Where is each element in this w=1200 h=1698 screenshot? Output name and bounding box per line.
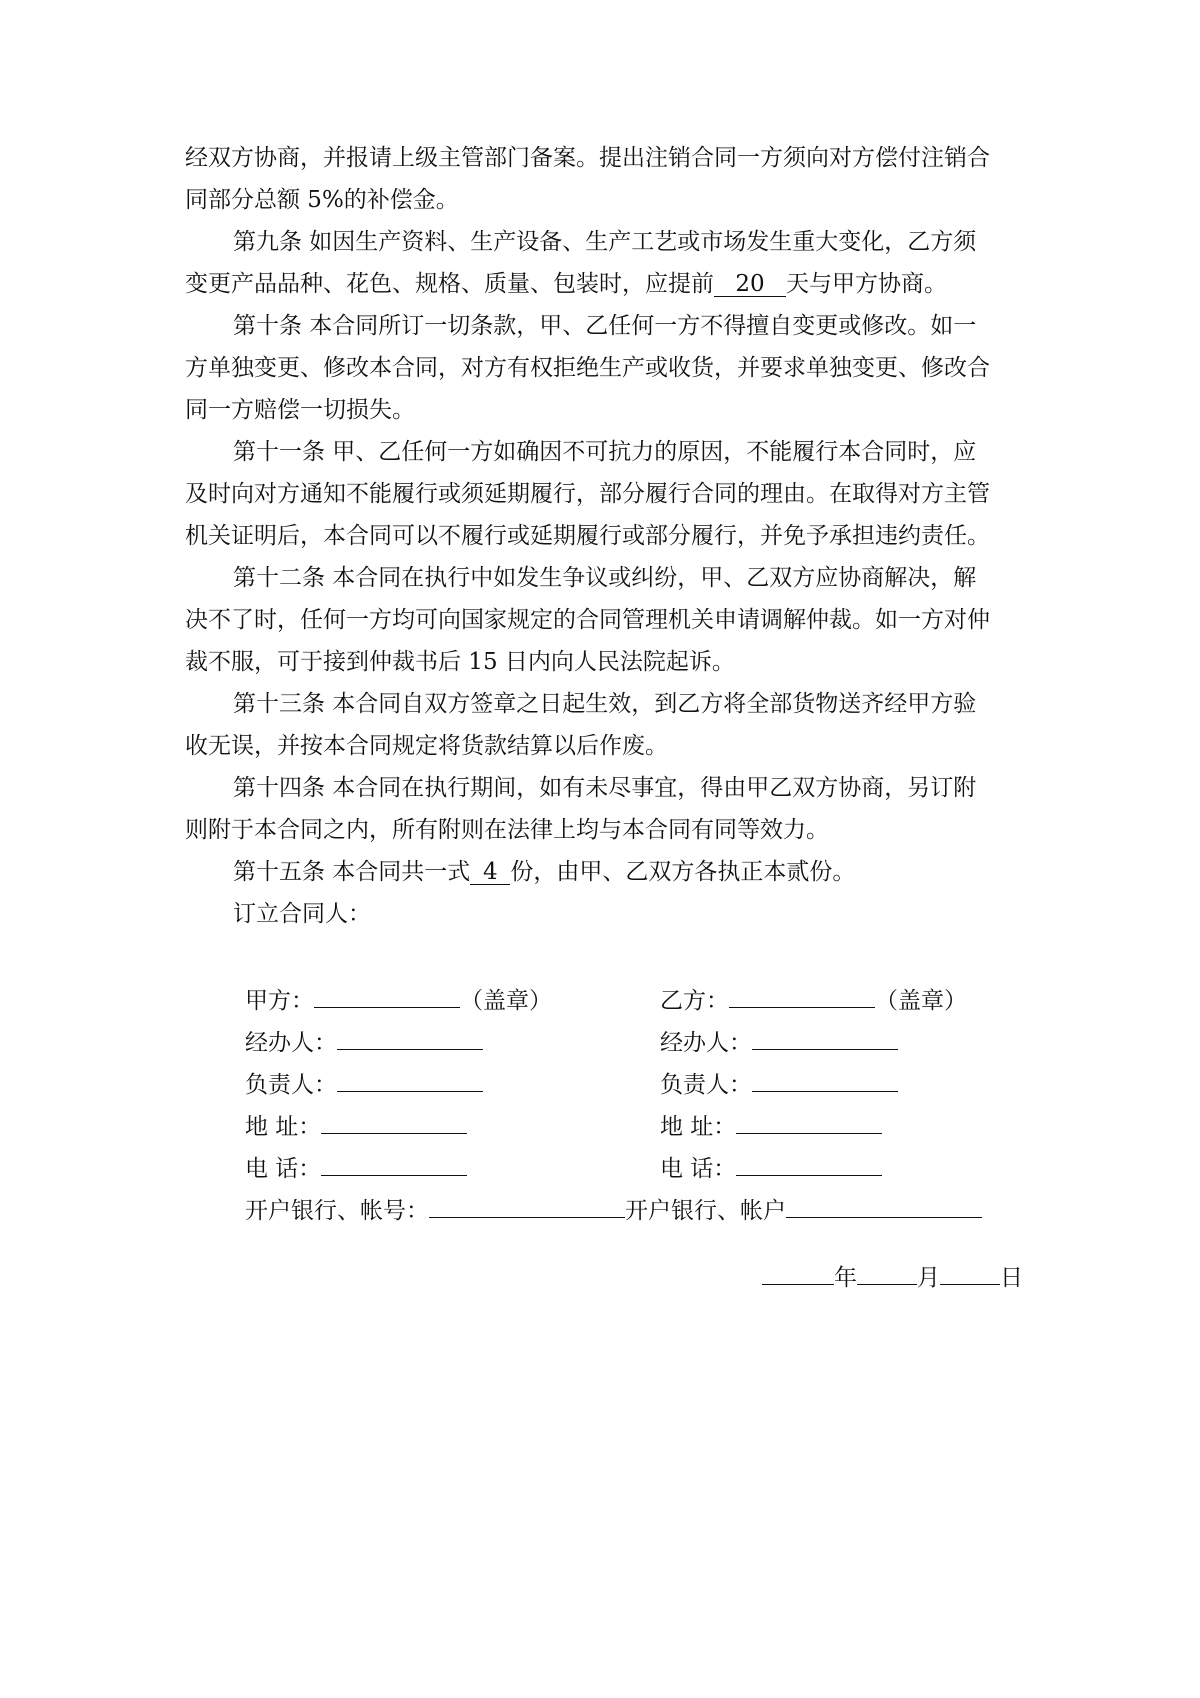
year-blank[interactable]: [762, 1262, 834, 1285]
clause-10-line: 同一方赔偿一切损失。: [185, 397, 415, 423]
party-a-responsible-row: [245, 1069, 483, 1100]
signing-date: [762, 1262, 1023, 1293]
party-a-address-label: 地 址：: [245, 1114, 322, 1140]
copies-value: 4: [470, 860, 510, 885]
clause-15-text: 第十五条 本合同共一式: [233, 859, 471, 885]
clause-15-text: 份，由甲、乙双方各执正本贰份。: [510, 859, 856, 885]
party-a-responsible-label: 负责人：: [245, 1072, 337, 1098]
party-b-responsible-blank[interactable]: [752, 1069, 898, 1092]
party-a-handler-blank[interactable]: [337, 1027, 483, 1050]
party-b-blank[interactable]: [729, 985, 875, 1008]
clause-10-line: 第十条 本合同所订一切条款，甲、乙任何一方不得擅自变更或修改。如一: [233, 313, 977, 339]
notice-days-value: 20: [714, 272, 786, 297]
clause-14-line: 第十四条 本合同在执行期间，如有未尽事宜，得由甲乙双方协商，另订附: [233, 775, 977, 801]
clause-9-text: 变更产品品种、花色、规格、质量、包装时，应提前: [185, 271, 714, 297]
year-label: 年: [834, 1265, 857, 1291]
party-a-address-row: [245, 1111, 467, 1142]
paragraph-line: 经双方协商，并报请上级主管部门备案。提出注销合同一方须向对方偿付注销合: [185, 145, 990, 171]
party-b-phone-row: [660, 1153, 882, 1184]
signatories-label: 订立合同人：: [233, 901, 371, 927]
party-b-handler-row: [660, 1027, 898, 1058]
day-blank[interactable]: [940, 1262, 1000, 1285]
party-b-address-label: 地 址：: [660, 1114, 737, 1140]
party-b-address-row: [660, 1111, 882, 1142]
party-a-label: 甲方：: [245, 988, 314, 1014]
clause-13-line: 收无误，并按本合同规定将货款结算以后作废。: [185, 733, 668, 759]
party-a-bank-blank[interactable]: [429, 1195, 625, 1218]
clause-11-line: 及时向对方通知不能履行或须延期履行，部分履行合同的理由。在取得对方主管: [185, 481, 990, 507]
party-b-bank-label: 开户银行、帐户: [625, 1198, 786, 1224]
party-a-row: [245, 985, 552, 1016]
party-b-responsible-label: 负责人：: [660, 1072, 752, 1098]
clause-9-line: 第九条 如因生产资料、生产设备、生产工艺或市场发生重大变化，乙方须: [233, 229, 977, 255]
party-a-responsible-blank[interactable]: [337, 1069, 483, 1092]
clause-14-line: 则附于本合同之内，所有附则在法律上均与本合同有同等效力。: [185, 817, 829, 843]
party-b-handler-label: 经办人：: [660, 1030, 752, 1056]
day-label: 日: [1000, 1265, 1023, 1291]
clause-13-line: 第十三条 本合同自双方签章之日起生效，到乙方将全部货物送齐经甲方验: [233, 691, 977, 717]
party-a-handler-label: 经办人：: [245, 1030, 337, 1056]
party-a-phone-blank[interactable]: [321, 1153, 467, 1176]
paragraph-line: 同部分总额 5%的补偿金。: [185, 187, 459, 213]
party-b-address-blank[interactable]: [736, 1111, 882, 1134]
party-a-phone-row: [245, 1153, 467, 1184]
party-b-phone-blank[interactable]: [736, 1153, 882, 1176]
month-blank[interactable]: [857, 1262, 917, 1285]
clause-10-line: 方单独变更、修改本合同，对方有权拒绝生产或收货，并要求单独变更、修改合: [185, 355, 990, 381]
clause-9-text: 天与甲方协商。: [786, 271, 947, 297]
month-label: 月: [917, 1265, 940, 1291]
bank-row: [245, 1195, 982, 1226]
clause-12-line: 决不了时，任何一方均可向国家规定的合同管理机关申请调解仲裁。如一方对仲: [185, 607, 990, 633]
clause-11-line: 第十一条 甲、乙任何一方如确因不可抗力的原因，不能履行本合同时，应: [233, 439, 977, 465]
clause-9-line: [185, 269, 1025, 299]
party-a-seal: （盖章）: [460, 988, 552, 1014]
clause-12-line: 裁不服，可于接到仲裁书后 15 日内向人民法院起诉。: [185, 649, 735, 675]
party-a-phone-label: 电 话：: [245, 1156, 322, 1182]
party-b-bank-blank[interactable]: [786, 1195, 982, 1218]
party-a-address-blank[interactable]: [321, 1111, 467, 1134]
clause-11-line: 机关证明后，本合同可以不履行或延期履行或部分履行，并免予承担违约责任。: [185, 523, 990, 549]
clause-15-line: [233, 857, 1025, 887]
party-b-phone-label: 电 话：: [660, 1156, 737, 1182]
party-b-seal: （盖章）: [875, 988, 967, 1014]
party-b-label: 乙方：: [660, 988, 729, 1014]
party-a-blank[interactable]: [314, 985, 460, 1008]
party-b-responsible-row: [660, 1069, 898, 1100]
party-a-bank-label: 开户银行、帐号：: [245, 1198, 429, 1224]
clause-12-line: 第十二条 本合同在执行中如发生争议或纠纷，甲、乙双方应协商解决，解: [233, 565, 977, 591]
party-b-handler-blank[interactable]: [752, 1027, 898, 1050]
party-b-row: [660, 985, 967, 1016]
party-a-handler-row: [245, 1027, 483, 1058]
